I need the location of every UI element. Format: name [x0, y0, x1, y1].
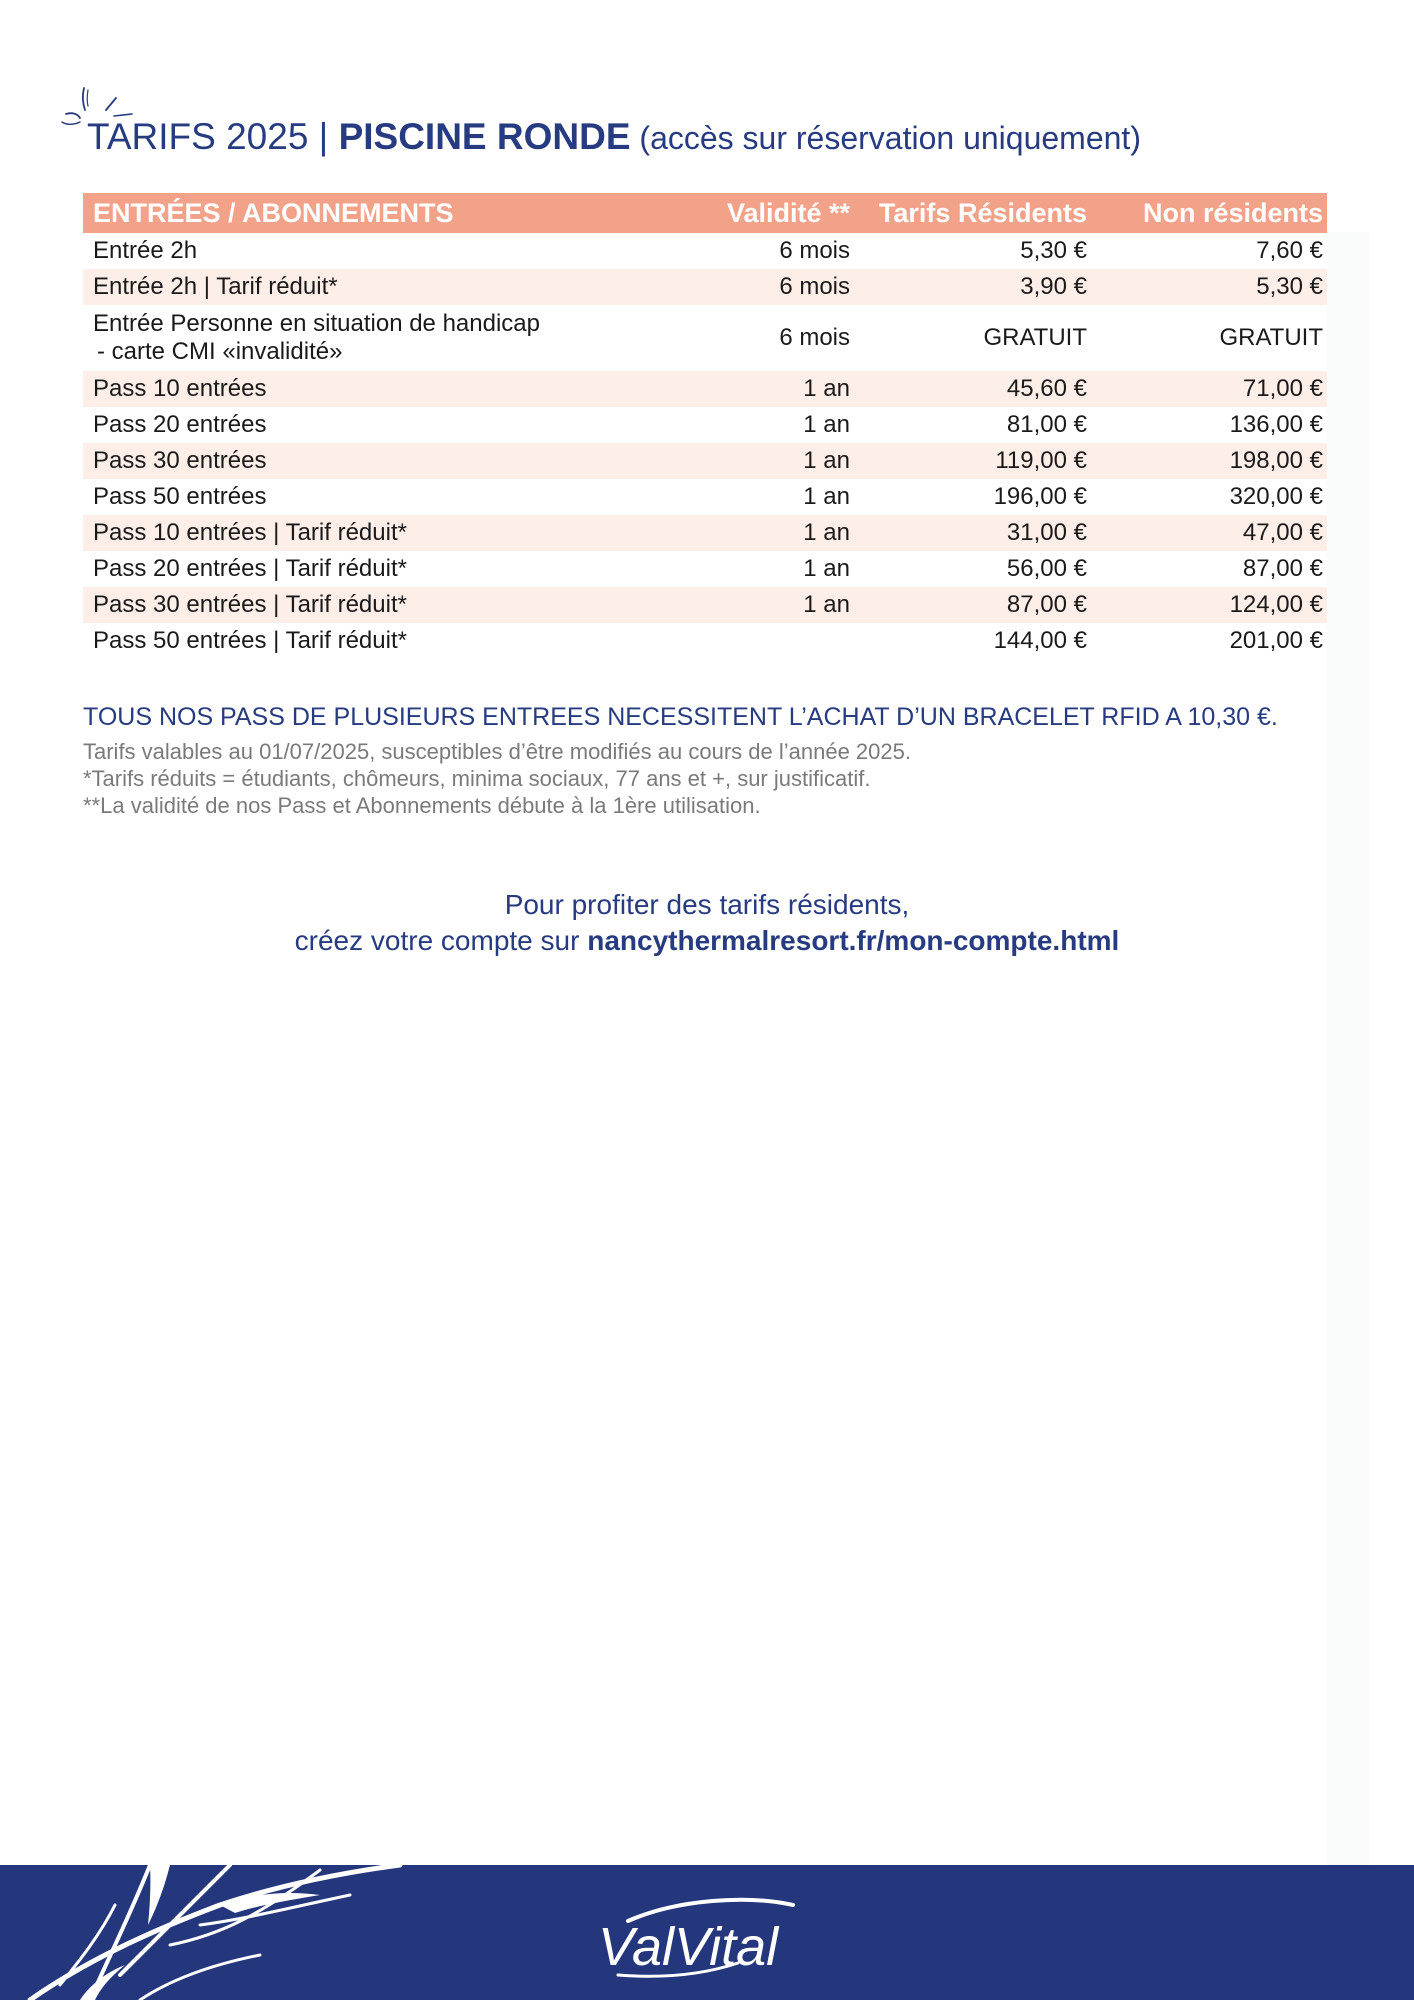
row-non-resident-price: 124,00 € — [1091, 587, 1327, 623]
table-row — [83, 443, 1327, 479]
table-row — [83, 371, 1327, 407]
row-validity: 1 an — [681, 443, 854, 479]
page-title — [87, 116, 1141, 158]
row-non-resident-price: 71,00 € — [1091, 371, 1327, 407]
row-resident-price: GRATUIT — [983, 324, 1087, 351]
row-label: Pass 10 entrées | Tarif réduit* — [83, 515, 681, 551]
account-link[interactable]: nancythermalresort.fr/mon-compte.html — [587, 925, 1120, 956]
row-resident-price: 45,60 € — [854, 371, 1091, 407]
row-resident-price: 5,30 € — [1020, 237, 1087, 264]
row-non-resident-price: 5,30 € — [1091, 269, 1327, 305]
row-label: Pass 20 entrées | Tarif réduit* — [93, 555, 407, 582]
row-validity: 6 mois — [779, 237, 850, 264]
table-row — [83, 479, 1327, 515]
row-non-resident-price: GRATUIT — [1219, 324, 1323, 351]
row-validity: 1 an — [803, 555, 850, 582]
header-resident-price: Tarifs Résidents — [854, 193, 1091, 233]
row-resident-price: 144,00 € — [993, 627, 1087, 654]
table-row — [83, 269, 1327, 305]
row-validity: 1 an — [803, 483, 850, 510]
row-resident-price: 196,00 € — [993, 483, 1087, 510]
row-resident-price: 87,00 € — [854, 587, 1091, 623]
row-label: Pass 20 entrées — [93, 411, 267, 438]
valvital-logo — [588, 1893, 808, 1983]
page-edge-strip — [1327, 232, 1369, 1865]
row-non-resident-price: 87,00 € — [1242, 555, 1323, 582]
row-validity: 1 an — [681, 587, 854, 623]
reduced-rates-note: *Tarifs réduits = étudiants, chômeurs, minima sociaux, 77 ans et +, sur justificatif. — [83, 766, 871, 791]
row-non-resident-price: 198,00 € — [1091, 443, 1327, 479]
row-resident-price: 31,00 € — [854, 515, 1091, 551]
cta-line2 — [0, 923, 1414, 959]
row-validity: 6 mois — [681, 269, 854, 305]
table-row — [83, 407, 1327, 443]
row-validity: 1 an — [681, 515, 854, 551]
table-header-row — [83, 193, 1327, 233]
row-label: Pass 50 entrées — [93, 483, 267, 510]
leaf-illustration-icon — [20, 1865, 420, 2000]
table-row — [83, 233, 1327, 269]
pass-start-note: **La validité de nos Pass et Abonnements débute à la 1ère utilisation. — [83, 793, 761, 818]
svg-text:ValVital: ValVital — [598, 1917, 779, 1977]
row-resident-price: 3,90 € — [854, 269, 1091, 305]
row-validity — [681, 623, 854, 659]
cta-line2-prefix: créez votre compte sur — [294, 925, 588, 956]
row-label: Pass 50 entrées | Tarif réduit* — [93, 627, 407, 654]
title-subtitle: (accès sur réservation uniquement) — [630, 120, 1141, 156]
row-non-resident-price: 7,60 € — [1256, 237, 1323, 264]
row-label: Pass 10 entrées — [83, 371, 681, 407]
cta-line1: Pour profiter des tarifs résidents, — [504, 889, 910, 920]
notes-section — [83, 703, 1327, 819]
row-validity: 1 an — [803, 411, 850, 438]
row-resident-price: 81,00 € — [1006, 411, 1087, 438]
row-non-resident-price: 201,00 € — [1229, 627, 1323, 654]
table-row — [83, 587, 1327, 623]
row-label: Pass 30 entrées | Tarif réduit* — [83, 587, 681, 623]
row-label-line1: Entrée Personne en situation de handicap — [93, 310, 540, 337]
table-row — [83, 515, 1327, 551]
row-label — [83, 305, 681, 371]
header-entries: ENTRÉES / ABONNEMENTS — [83, 193, 681, 233]
row-label: Entrée 2h — [93, 237, 198, 264]
table-row — [83, 551, 1327, 587]
table-row — [83, 623, 1327, 659]
validity-period-note: Tarifs valables au 01/07/2025, susceptibles d’être modifiés au cours de l’année 2025. — [83, 739, 911, 764]
row-validity: 6 mois — [779, 324, 850, 351]
row-non-resident-price: 47,00 € — [1091, 515, 1327, 551]
row-non-resident-price: 320,00 € — [1229, 483, 1323, 510]
title-prefix: TARIFS 2025 | — [87, 116, 339, 157]
row-resident-price: 56,00 € — [1006, 555, 1087, 582]
header-validity: Validité ** — [681, 193, 854, 233]
row-validity: 1 an — [681, 371, 854, 407]
row-resident-price: 119,00 € — [854, 443, 1091, 479]
row-label-line2: - carte CMI «invalidité» — [97, 338, 343, 365]
rfid-notice: TOUS NOS PASS DE PLUSIEURS ENTREES NECESSITENT L’ACHAT D’UN BRACELET RFID A 10,30 €. — [83, 703, 1278, 731]
header-non-resident-price: Non résidents — [1091, 193, 1327, 233]
title-pool-name: PISCINE RONDE — [338, 116, 631, 157]
footer-banner — [0, 1865, 1414, 2000]
row-non-resident-price: 136,00 € — [1229, 411, 1323, 438]
row-label: Pass 30 entrées — [83, 443, 681, 479]
pricing-table — [83, 193, 1327, 659]
resident-account-callout — [0, 887, 1414, 959]
table-row — [83, 305, 1327, 371]
row-label: Entrée 2h | Tarif réduit* — [83, 269, 681, 305]
